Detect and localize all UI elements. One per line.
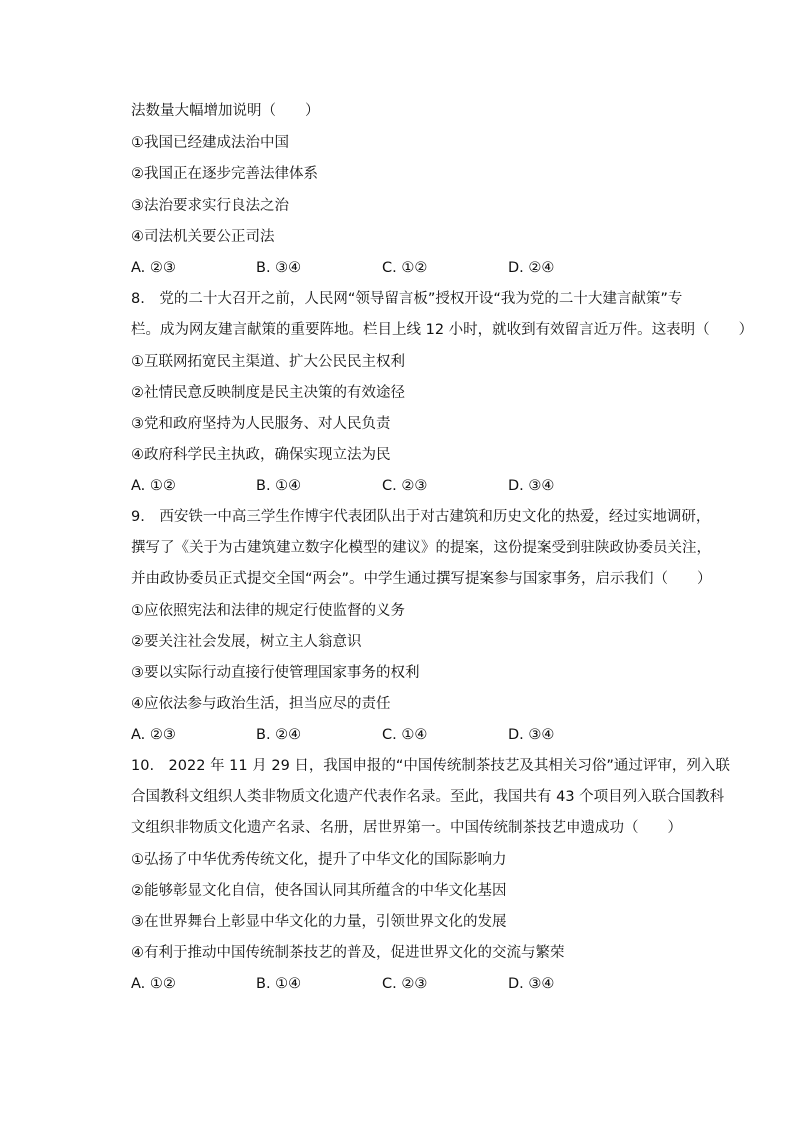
q8-option-b[interactable]: B. ①④ [256, 478, 302, 494]
q9-statement-2: ②要关注社会发展，树立主人翁意识 [131, 634, 362, 650]
q10-option-b[interactable]: B. ①④ [256, 976, 302, 992]
q7-option-c[interactable]: C. ①② [382, 260, 428, 276]
q10-statement-2: ②能够彰显文化自信，使各国认同其所蕴含的中华文化基因 [131, 883, 507, 899]
q9-options [131, 728, 691, 748]
q9-stem-line-2: 撰写了《关于为古建筑建立数字化模型的建议》的提案，这份提案受到驻陕政协委员关注， [131, 540, 711, 556]
q9-statement-1: ①应依照宪法和法律的规定行使监督的义务 [131, 603, 405, 619]
q8-statement-3: ③党和政府坚持为人民服务、对人民负责 [131, 416, 391, 432]
q10-option-d[interactable]: D. ③④ [508, 976, 555, 992]
q10-statement-1: ①弘扬了中华优秀传统文化，提升了中华文化的国际影响力 [131, 852, 507, 868]
q9-stem-line-3: 并由政协委员正式提交全国“两会”。中学生通过撰写提案参与国家事务，启示我们（ ） [131, 571, 712, 587]
q9-option-b[interactable]: B. ②④ [256, 727, 302, 743]
q7-stem-tail: 法数量大幅增加说明（ ） [131, 103, 320, 119]
q9-option-c[interactable]: C. ①④ [382, 727, 428, 743]
q8-stem-line-2: 栏。成为网友建言献策的重要阵地。栏目上线 12 小时，就收到有效留言近万件。这表明（ ） [131, 322, 754, 338]
q7-option-b[interactable]: B. ③④ [256, 260, 302, 276]
q8-statement-1: ①互联网拓宽民主渠道、扩大公民民主权利 [131, 354, 405, 370]
q8-statement-2: ②社情民意反映制度是民主决策的有效途径 [131, 385, 405, 401]
q9-stem-line-1: 9. 西安铁一中高三学生作博宇代表团队出于对古建筑和历史文化的热爱，经过实地调研， [131, 509, 711, 525]
q9-statement-3: ③要以实际行动直接行使管理国家事务的权利 [131, 665, 420, 681]
q7-statement-1: ①我国已经建成法治中国 [131, 135, 289, 151]
q8-option-d[interactable]: D. ③④ [508, 478, 555, 494]
q7-option-a[interactable]: A. ②③ [131, 260, 176, 276]
q9-statement-4: ④应依法参与政治生活，担当应尽的责任 [131, 696, 391, 712]
q7-statement-2: ②我国正在逐步完善法律体系 [131, 166, 318, 182]
q9-option-d[interactable]: D. ③④ [508, 727, 555, 743]
q7-option-d[interactable]: D. ②④ [508, 260, 555, 276]
q10-option-a[interactable]: A. ①② [131, 976, 176, 992]
q10-option-c[interactable]: C. ②③ [382, 976, 428, 992]
q7-statement-4: ④司法机关要公正司法 [131, 229, 275, 245]
q10-options [131, 977, 691, 997]
q10-statement-4: ④有利于推动中国传统制茶技艺的普及，促进世界文化的交流与繁荣 [131, 945, 565, 961]
q9-option-a[interactable]: A. ②③ [131, 727, 176, 743]
q8-statement-4: ④政府科学民主执政，确保实现立法为民 [131, 447, 391, 463]
q10-stem-line-1: 10. 2022 年 11 月 29 日，我国申报的“中国传统制茶技艺及其相关习俗”通过评审，列入联 [131, 758, 730, 774]
q10-statement-3: ③在世界舞台上彰显中华文化的力量，引领世界文化的发展 [131, 914, 507, 930]
q8-option-c[interactable]: C. ②③ [382, 478, 428, 494]
q8-option-a[interactable]: A. ①② [131, 478, 176, 494]
q8-stem-line-1: 8. 党的二十大召开之前，人民网“领导留言板”授权开设“我为党的二十大建言献策”专 [131, 291, 683, 307]
q8-options [131, 479, 691, 499]
q10-stem-line-3: 文组织非物质文化遗产名录、名册，居世界第一。中国传统制茶技艺申遗成功（ ） [131, 820, 682, 836]
q10-stem-line-2: 合国教科文组织人类非物质文化遗产代表作名录。至此，我国共有 43 个项目列入联合国教科 [131, 789, 725, 805]
q7-options [131, 261, 691, 281]
q7-statement-3: ③法治要求实行良法之治 [131, 198, 289, 214]
